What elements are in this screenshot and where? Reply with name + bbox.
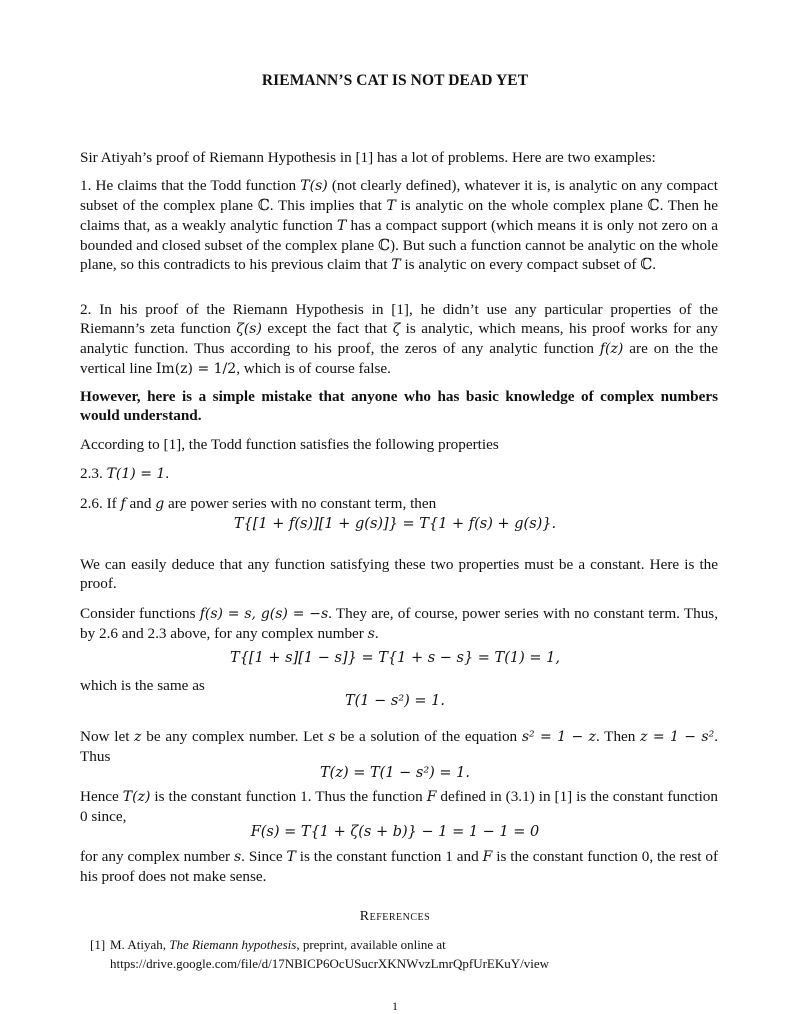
- math-inline: T(z): [122, 789, 151, 805]
- point-2-paragraph: [80, 300, 718, 379]
- text-run: is the constant function 1 and: [295, 848, 483, 865]
- text-run: Consider functions: [80, 605, 200, 622]
- deduce-text: We can easily deduce that any function satisfying these two properties must be a constant. Here is the proof.: [80, 556, 718, 592]
- math-inline: g: [155, 496, 165, 512]
- text-run: .: [165, 465, 170, 482]
- equation-product: T{[1 + s][1 − s]} = T{1 + s − s} = T(1) = 1,: [230, 650, 560, 666]
- page-number: 1: [392, 999, 398, 1013]
- according-text: According to [1], the Todd function satisfies the following properties: [80, 436, 499, 453]
- reference-citation: [110, 935, 446, 954]
- math-inline: f(z): [599, 341, 624, 357]
- same-as-label: which is the same as: [80, 677, 205, 694]
- math-inline: s: [328, 729, 336, 745]
- reference-author: M. Atiyah,: [110, 937, 170, 952]
- text-run: has a compact support (which means it is only not zero on a bounded and closed subset of the complex plane ℂ). But such a function cannot be analytic on the whole plane, so this contradicts to his previous claim that: [80, 217, 718, 273]
- conclusion-paragraph: [80, 847, 718, 886]
- reference-title: The Riemann hypothesis: [169, 937, 297, 952]
- text-run: be a solution of the equation: [335, 728, 522, 745]
- text-run: except the fact that: [261, 320, 393, 337]
- math-inline: Im(z) = 1/2: [155, 361, 237, 377]
- paper-title: RIEMANN’S CAT IS NOT DEAD YET: [261, 72, 529, 89]
- equation-one-minus-s-squared: T(1 − s²) = 1.: [344, 693, 446, 709]
- property-label: 2.3.: [80, 465, 107, 482]
- text-run: 2.6. If: [80, 495, 121, 512]
- equation-t-of-z: T(z) = T(1 − s²) = 1.: [319, 765, 471, 781]
- text-run: . Then: [595, 728, 641, 745]
- text-run: is analytic, which means, his proof works for any analytic function. Thus according to his proof, the zeros of any analytic function: [80, 320, 719, 357]
- consider-paragraph: [80, 604, 718, 644]
- math-inline: f: [120, 496, 126, 512]
- math-inline: ζ: [392, 321, 401, 337]
- according-paragraph: [80, 435, 718, 454]
- text-run: is analytic on the whole complex plane ℂ. Then he claims that, as a weakly analytic function: [80, 197, 718, 234]
- math-inline: F: [426, 789, 437, 805]
- text-run: 1. He claims that the Todd function: [80, 177, 301, 194]
- text-run: Hence: [80, 788, 123, 805]
- text-run: are on the the vertical line: [80, 340, 718, 377]
- text-run: 2. In his proof of the Riemann Hypothesis in [1], he didn’t use any particular properties of the Riemann’s zeta function: [80, 301, 718, 337]
- references-heading: References: [359, 909, 431, 924]
- text-run: Now let: [80, 728, 135, 745]
- reference-number: [1]: [90, 937, 106, 952]
- math-inline: F: [482, 849, 493, 865]
- math-inline: T(1) = 1: [106, 466, 166, 482]
- text-run: and: [125, 495, 156, 512]
- text-run: for any complex number: [80, 848, 234, 865]
- math-inline: T: [391, 257, 401, 273]
- text-run: is analytic on every compact subset of ℂ.: [400, 256, 657, 273]
- now-let-paragraph: [80, 727, 718, 766]
- text-run: . They are, of course, power series with no constant term. Thus, by 2.6 and 2.3 above, for any complex number: [80, 605, 718, 642]
- text-run: are power series with no constant term, then: [164, 495, 437, 512]
- text-run: defined in (3.1) in [1] is the constant function 0 since,: [80, 788, 718, 825]
- text-run: (not clearly defined), whatever it is, is analytic on any compact subset of the complex plane ℂ. This implies that: [80, 177, 718, 214]
- text-run: . Since: [241, 848, 287, 865]
- property-2-6: [80, 494, 718, 514]
- hence-paragraph: [80, 787, 718, 826]
- reference-details: , preprint, available online at: [296, 937, 446, 952]
- math-inline: f(s) = s, g(s) = −s: [199, 606, 329, 622]
- math-inline: T: [386, 198, 396, 214]
- text-run: is the constant function 1. Thus the function: [150, 788, 427, 805]
- math-inline: z = 1 − s²: [640, 729, 715, 745]
- equation-f-of-s: F(s) = T{1 + ζ(s + b)} − 1 = 1 − 1 = 0: [250, 824, 540, 840]
- equation-todd-property: T{[1 + f(s)][1 + g(s)]} = T{1 + f(s) + g(s)}.: [233, 516, 557, 532]
- math-inline: s: [367, 626, 375, 642]
- math-inline: T(s): [300, 178, 328, 194]
- math-inline: s² = 1 − z: [521, 729, 596, 745]
- math-inline: ζ(s): [236, 321, 262, 337]
- text-run: . Thus: [80, 728, 718, 765]
- text-run: , which is of course false.: [236, 360, 391, 377]
- property-2-3: [80, 464, 718, 484]
- math-inline: T: [286, 849, 296, 865]
- bold-statement: [80, 387, 718, 425]
- deduce-paragraph: [80, 555, 718, 593]
- math-inline: s: [233, 849, 242, 865]
- bold-statement-text: However, here is a simple mistake that anyone who has basic knowledge of complex numbers would understand.: [80, 388, 718, 424]
- text-run: is the constant function 0, the rest of his proof does not make sense.: [80, 848, 719, 885]
- text-run: .: [374, 625, 379, 642]
- intro-paragraph: [80, 148, 718, 167]
- math-inline: z: [134, 729, 142, 745]
- point-1-paragraph: [80, 176, 718, 275]
- reference-url[interactable]: https://drive.google.com/file/d/17NBICP6OcUSucrXKNWvzLmrQpfUrEKuY/view: [110, 956, 550, 971]
- text-run: be any complex number. Let: [141, 728, 329, 745]
- intro-text: Sir Atiyah’s proof of Riemann Hypothesis in [1] has a lot of problems. Here are two examples:: [80, 149, 656, 166]
- math-inline: T: [337, 218, 347, 234]
